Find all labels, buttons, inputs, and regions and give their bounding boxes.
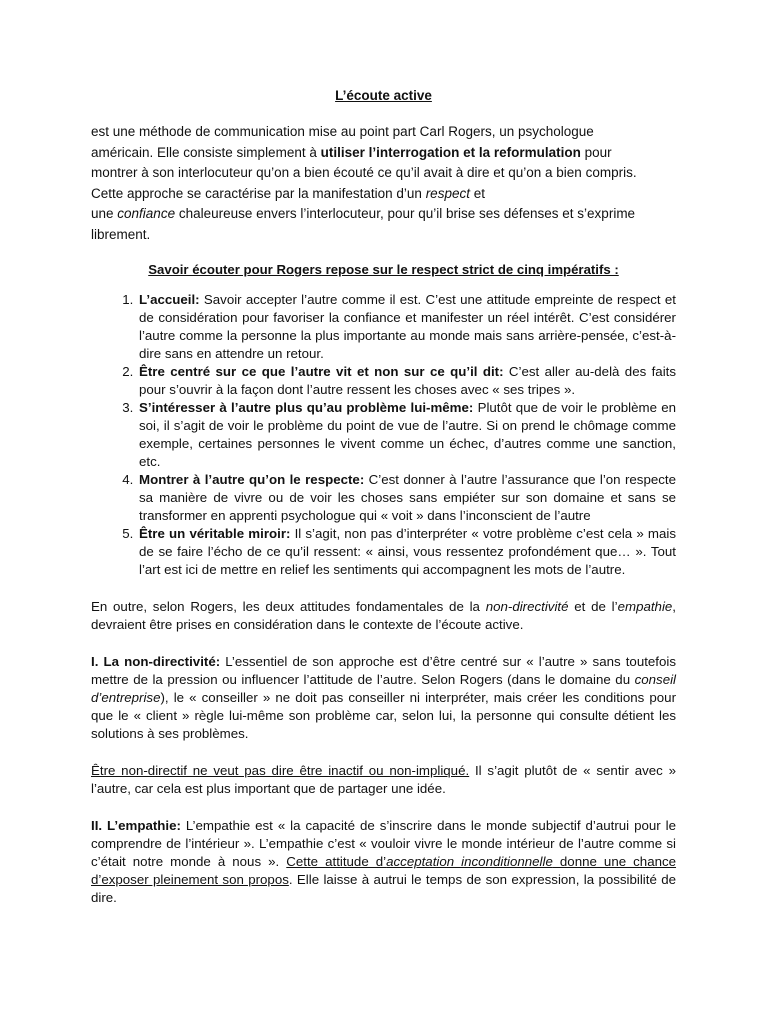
list-item-text: C’est aller au-delà des faits pour s’ouvrir à la façon dont l’autre ressent les choses avec « ses tripes ». [139, 364, 677, 397]
list-item-label: L’accueil: [139, 292, 200, 307]
paragraph-italic-text: empathie [617, 599, 673, 614]
underlined-italic-text: acceptation inconditionnelle [386, 854, 553, 869]
paragraph-text: L’empathie est « la capacité de s’inscrire dans le monde subjectif d’autrui pour le comprendre de l’intérieur ». L’empathie c’est « vouloir vivre le monde intérieur de l’autre comme si c’était notre monde à nous ». [91, 818, 676, 869]
underlined-text: Cette attitude d’ [286, 854, 387, 869]
paragraph-text: , devraient être prises en considération dans le contexte de l’écoute active. [91, 599, 676, 632]
list-item [137, 399, 676, 471]
intro-italic-text: confiance [117, 206, 176, 221]
paragraph-text: En outre, selon Rogers, les deux attitudes fondamentales de la [91, 599, 486, 614]
list-item [137, 291, 676, 363]
paragraph-text: ), le « conseiller » ne doit pas conseiller ni interpréter, mais créer les conditions pour que le « client » règle lui-même son problème car, selon lui, la personne qui consulte détient les solutions à ses problèmes. [91, 690, 676, 741]
section-subtitle: Savoir écouter pour Rogers repose sur le respect strict de cinq impératifs : [148, 262, 619, 277]
intro-bold-text: utiliser l’interrogation et la reformulation [320, 144, 581, 160]
list-item [137, 471, 676, 525]
page-title: L’écoute active [335, 88, 432, 103]
list-item [137, 363, 676, 399]
list-item-label: Montrer à l’autre qu’on le respecte: [139, 472, 365, 487]
list-item-text: Savoir accepter l’autre comme il est. C’est une attitude empreinte de respect et de considération pour favoriser la confiance et manifester un réel intérêt. C’est considérer l’autre comme la personne la plus importante au monde mais sans arrière-pensée, c’est-à-dire sans en attendre un retour. [139, 292, 676, 361]
intro-line: est une méthode de communication mise au point part Carl Rogers, un psychologue [91, 124, 594, 139]
list-item-label: Être un véritable miroir: [139, 526, 291, 541]
list-item-text: Plutôt que de voir le problème en soi, il s’agit de voir le problème du point de vue de l’autre. Si on prend le chômage comme exemple, certaines personnes le vivent comme un échec, d’autres comme une sanction, etc. [139, 400, 676, 469]
list-item-text: C’est donner à l’autre l’assurance que l’on respecte sa manière de vivre ou de voir les choses sans empiéter sur son domaine et sans se transformer en apprenti psychologue qui « voit » dans l’inconscient de l’autre [139, 472, 676, 523]
list-item [137, 525, 676, 579]
intro-italic-text: respect [425, 185, 470, 201]
intro-line: montrer à son interlocuteur qu’on a bien écouté ce qu’il avait à dire et qu’on a bien compris. [91, 165, 637, 180]
intro-text: chaleureuse envers l’interlocuteur, pour qu’il brise ses défenses et s’exprime [175, 206, 636, 221]
underlined-text: Être non-directif ne veut pas dire être inactif ou non-impliqué. [91, 763, 470, 778]
intro-text: une [91, 206, 118, 221]
empathy-paragraph [91, 817, 676, 907]
paragraph-text: Il s’agit plutôt de « sentir avec » l’autre, car cela est plus important que de partager une idée. [91, 763, 676, 796]
intro-text: et [469, 185, 485, 201]
paragraph-italic-text: non-directivité [485, 599, 569, 614]
intro-text: Cette approche se caractérise par la manifestation d’un [91, 185, 426, 201]
intro-paragraph [91, 122, 676, 245]
intro-line [91, 204, 676, 225]
note-paragraph [91, 762, 676, 798]
outro-paragraph [91, 598, 676, 634]
intro-line [91, 184, 676, 205]
intro-line: librement. [91, 226, 151, 242]
underlined-text: donne une chance d’exposer pleinement son propos [91, 854, 677, 887]
section-label: I. La non-directivité: [91, 654, 221, 669]
list-item-label: S’intéresser à l’autre plus qu’au problème lui-même: [139, 400, 474, 415]
non-directivity-paragraph [91, 653, 676, 743]
paragraph-text: L’essentiel de son approche est d’être centré sur « l’autre » sans toutefois mettre de la pression ou influencer l’attitude de l’autre. Selon Rogers (dans le domaine du [91, 654, 676, 687]
list-item-label: Être centré sur ce que l’autre vit et non sur ce qu’il dit: [139, 364, 504, 379]
paragraph-italic-text: conseil d’entreprise [91, 672, 676, 705]
paragraph-text: . Elle laisse à autrui le temps de son expression, la possibilité de dire. [91, 872, 676, 905]
intro-line [91, 143, 676, 164]
paragraph-text: et de l’ [568, 599, 618, 614]
list-item-text: Il s’agit, non pas d’interpréter « votre problème c’est cela » mais de se faire l’écho de ce qu’il ressent: « ainsi, vous ressentez profondément que… ». Tout l’art est ici de mettre en relief les sentiments qui accompagnent les mots de l’autre. [139, 526, 676, 577]
imperatives-list [91, 291, 676, 579]
intro-text: américain. Elle consiste simplement à [91, 144, 321, 160]
section-label: II. L’empathie: [91, 818, 181, 833]
intro-text: pour [580, 144, 612, 160]
